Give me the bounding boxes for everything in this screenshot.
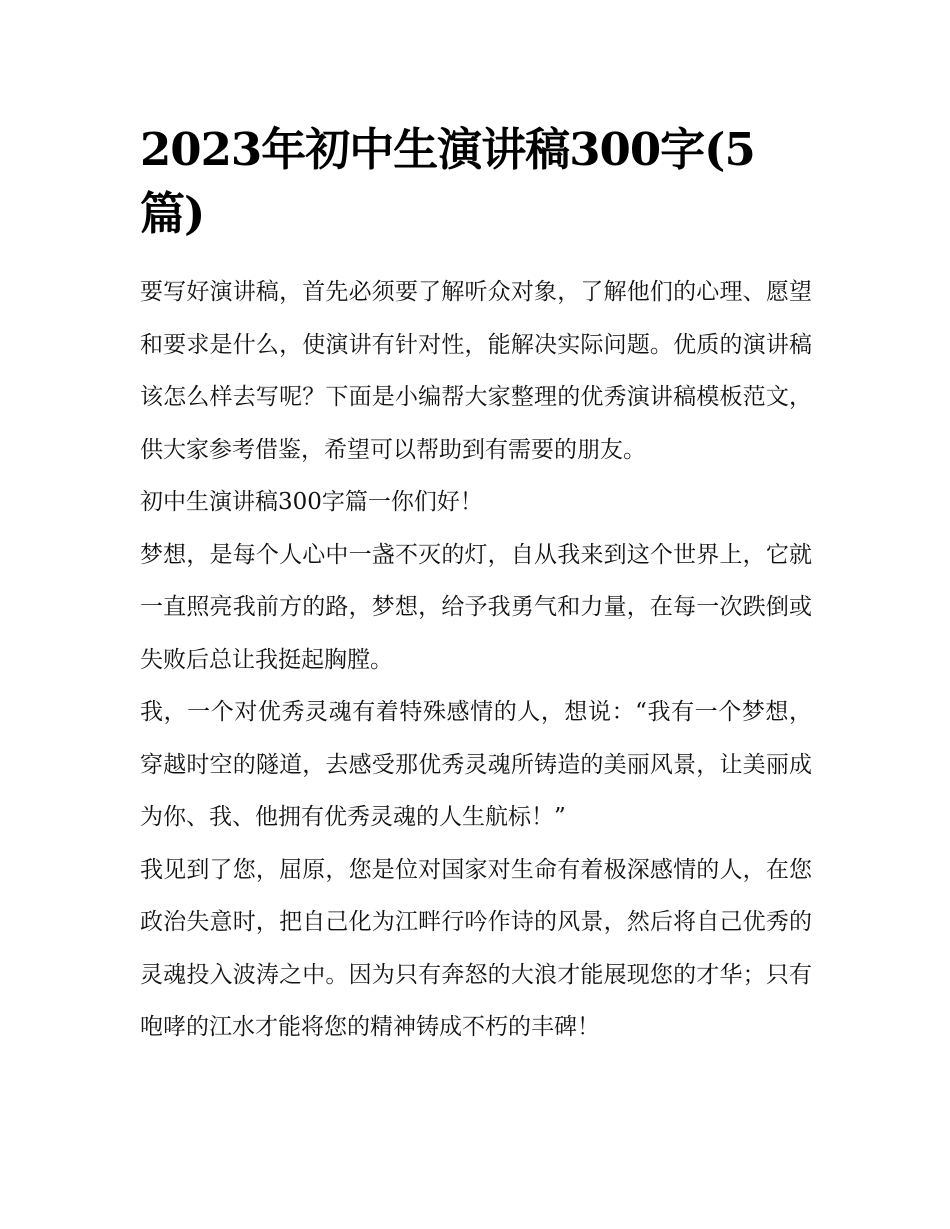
body-paragraph: 我见到了您，屈原，您是位对国家对生命有着极深感情的人，在您政治失意时，把自己化为江畔行吟作诗的风景，然后将自己优秀的灵魂投入波涛之中。因为只有奔怒的大浪才能展现您的才华；只有咆哮的江水才能将您的精神铸成不朽的丰碑！ — [140, 856, 812, 1040]
body-paragraph: 梦想，是每个人心中一盏不灭的灯，自从我来到这个世界上，它就一直照亮我前方的路，梦想，给予我勇气和力量，在每一次跌倒或失败后总让我挺起胸膛。 — [140, 541, 812, 673]
body-paragraph: 我，一个对优秀灵魂有着特殊感情的人，想说：“我有一个梦想，穿越时空的隧道，去感受那优秀灵魂所铸造的美丽风景，让美丽成为你、我、他拥有优秀灵魂的人生航标！” — [140, 699, 812, 830]
document-page — [140, 118, 812, 1054]
section-heading-paragraph: 初中生演讲稿300字篇一你们好！ — [140, 489, 483, 515]
intro-paragraph: 要写好演讲稿，首先必须要了解听众对象，了解他们的心理、愿望和要求是什么，使演讲有针对性，能解决实际问题。优质的演讲稿该怎么样去写呢？下面是小编帮大家整理的优秀演讲稿模板范文，供大家参考借鉴，希望可以帮助到有需要的朋友。 — [140, 279, 812, 463]
document-title: 2023年初中生演讲稿300字(5篇) — [140, 123, 755, 240]
document-body — [140, 266, 812, 1054]
